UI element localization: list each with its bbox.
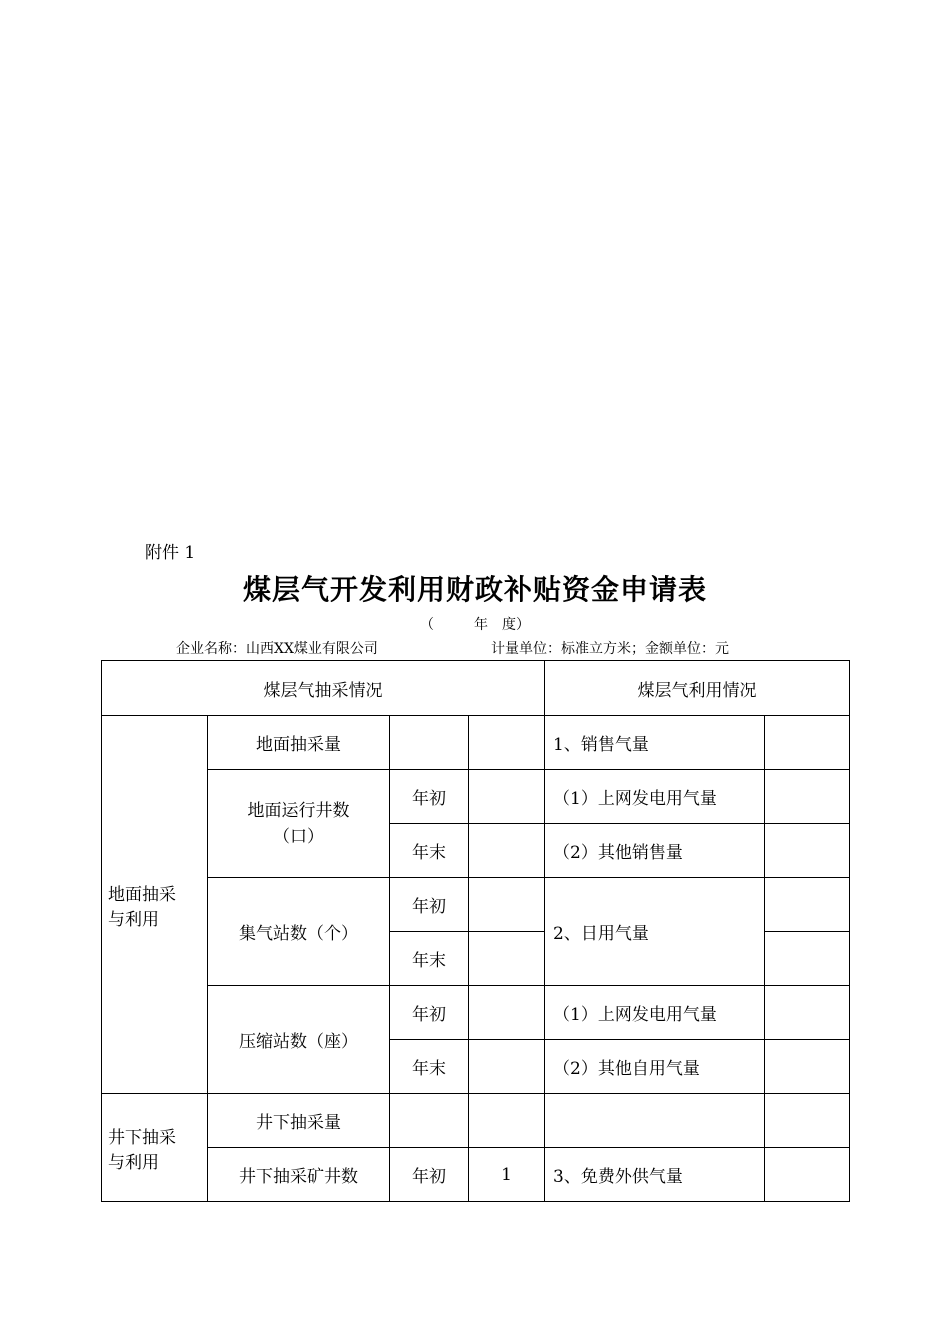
table-row [102,878,850,932]
group-underground: 井下抽采与利用 [102,1094,208,1202]
year-end-label: 年末 [390,932,469,986]
surface-wells-label: 地面运行井数（口） [208,770,390,878]
table-header-row [102,661,850,716]
grid-power-gas-label: （1）上网发电用气量 [545,986,765,1040]
table-cell[interactable] [765,1148,850,1202]
table-cell[interactable] [765,932,850,986]
year-start-label: 年初 [390,878,469,932]
table-cell[interactable] [765,824,850,878]
table-cell[interactable] [469,1094,545,1148]
table-cell[interactable] [765,878,850,932]
free-supply-label: 3、免费外供气量 [545,1148,765,1202]
subsidy-application-table [101,660,850,1202]
group-surface: 地面抽采与利用 [102,716,208,1094]
table-cell[interactable] [469,878,545,932]
table-cell[interactable] [469,932,545,986]
table-cell[interactable] [390,716,469,770]
table-cell[interactable] [469,986,545,1040]
mines-year-start-value[interactable]: 1 [469,1148,545,1202]
year-open: （ [420,617,434,633]
year-line [0,614,950,634]
company-name: 企业名称：山西XX煤业有限公司 [176,641,378,657]
table-cell[interactable] [765,770,850,824]
underground-extraction-label: 井下抽采量 [208,1094,390,1148]
table-cell[interactable] [545,1094,765,1148]
self-use-gas-label: 2、日用气量 [545,878,765,986]
table-cell[interactable] [469,770,545,824]
table-cell[interactable] [765,716,850,770]
table-row [102,770,850,824]
table-cell[interactable] [469,824,545,878]
table-cell[interactable] [765,1040,850,1094]
year-start-label: 年初 [390,1148,469,1202]
gas-stations-label: 集气站数（个） [208,878,390,986]
year-du: 度） [502,617,530,633]
year-start-label: 年初 [390,770,469,824]
page-title: 煤层气开发利用财政补贴资金申请表 [242,573,707,606]
header-extraction: 煤层气抽采情况 [102,661,545,716]
table-cell[interactable] [390,1094,469,1148]
table-cell[interactable] [765,1094,850,1148]
unit-info: 计量单位：标准立方米；金额单位：元 [491,641,729,657]
table-cell[interactable] [765,986,850,1040]
table-row [102,716,850,770]
table-row [102,1094,850,1148]
year-end-label: 年末 [390,824,469,878]
attachment-label: 附件 1 [145,543,196,563]
table-row [102,986,850,1040]
year-start-label: 年初 [390,986,469,1040]
surface-extraction-label: 地面抽采量 [208,716,390,770]
sales-gas-label: 1、销售气量 [545,716,765,770]
table-cell[interactable] [469,716,545,770]
compress-stations-label: 压缩站数（座） [208,986,390,1094]
other-self-use-label: （2）其他自用气量 [545,1040,765,1094]
year-word: 年 [474,617,488,633]
header-utilization: 煤层气利用情况 [545,661,850,716]
table-row [102,1148,850,1202]
other-sales-label: （2）其他销售量 [545,824,765,878]
year-end-label: 年末 [390,1040,469,1094]
grid-power-gas-label: （1）上网发电用气量 [545,770,765,824]
table-cell[interactable] [469,1040,545,1094]
underground-mines-label: 井下抽采矿井数 [208,1148,390,1202]
